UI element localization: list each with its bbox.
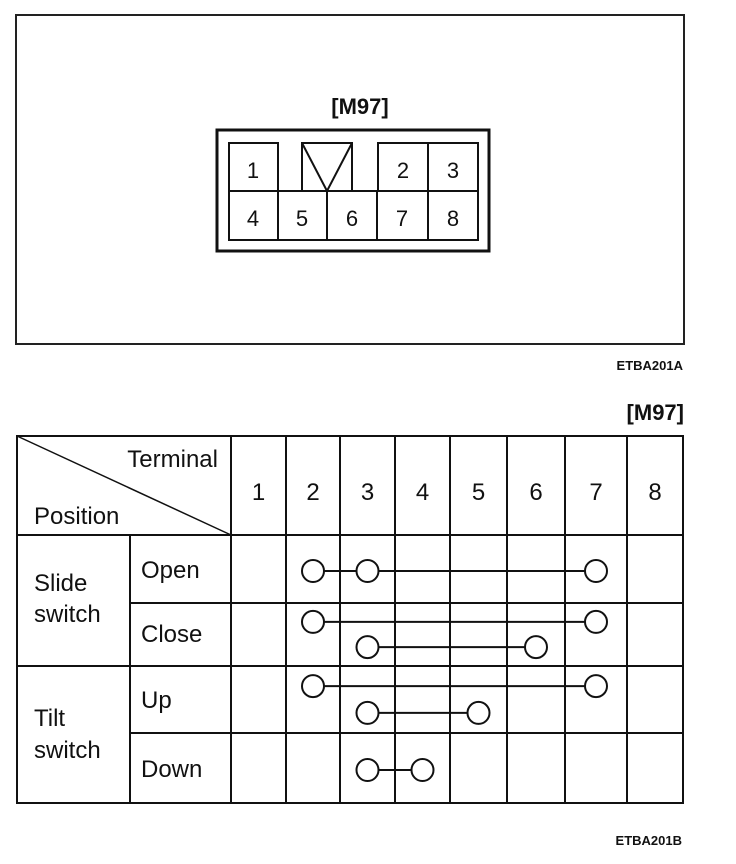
pin-label-1: 1 [246, 158, 260, 183]
header-terminal: Terminal [127, 446, 218, 473]
pin-label-3: 3 [446, 158, 460, 183]
terminal-label-6: 6 [529, 479, 543, 506]
pin-label-4: 4 [246, 206, 260, 231]
terminal-node-3 [357, 759, 379, 781]
terminal-label-5: 5 [471, 479, 486, 506]
terminal-node-5 [468, 702, 490, 724]
terminal-node-7 [585, 560, 607, 582]
terminal-node-6 [525, 636, 547, 658]
terminal-node-3 [357, 560, 379, 582]
pin-label-2: 2 [396, 158, 410, 183]
terminal-label-4: 4 [415, 479, 430, 506]
connector-title: [M97] [331, 94, 389, 119]
terminal-label-8: 8 [648, 479, 662, 506]
row-label-down: Down [141, 756, 203, 783]
continuity-link-up [357, 702, 490, 724]
terminal-node-4 [412, 759, 434, 781]
terminal-node-2 [302, 675, 324, 697]
terminal-node-7 [585, 675, 607, 697]
row-label-open: Open [141, 557, 200, 584]
continuity-links [302, 560, 607, 781]
pin-label-7: 7 [395, 206, 409, 231]
terminal-header-row [252, 479, 662, 506]
terminal-node-7 [585, 611, 607, 633]
terminal-label-7: 7 [589, 479, 603, 506]
table-border [17, 436, 683, 803]
group-label-slide-line2: switch [34, 601, 101, 628]
header-position: Position [34, 503, 120, 530]
pin-label-5: 5 [295, 206, 309, 231]
pin-label-8: 8 [446, 206, 460, 231]
continuity-link-close [302, 611, 607, 633]
table-grid [17, 436, 683, 803]
row-label-close: Close [141, 621, 203, 648]
figure-code-b: ETBA201B [615, 833, 682, 848]
pin-label-6: 6 [345, 206, 359, 231]
terminal-node-2 [302, 611, 324, 633]
terminal-label-2: 2 [306, 479, 320, 506]
terminal-label-3: 3 [360, 479, 375, 506]
figure-code-a: ETBA201A [616, 358, 683, 373]
terminal-node-2 [302, 560, 324, 582]
group-label-tilt-line2: switch [34, 737, 101, 764]
row-label-up: Up [141, 687, 172, 714]
terminal-label-1: 1 [251, 479, 266, 506]
terminal-node-3 [357, 636, 379, 658]
group-label-slide-line1: Slide [34, 570, 88, 597]
table-title: [M97] [626, 400, 684, 425]
group-label-tilt-line1: Tilt [34, 705, 66, 732]
terminal-node-3 [357, 702, 379, 724]
continuity-link-close [357, 636, 548, 658]
continuity-link-up [302, 675, 607, 697]
continuity-link-open [302, 560, 607, 582]
